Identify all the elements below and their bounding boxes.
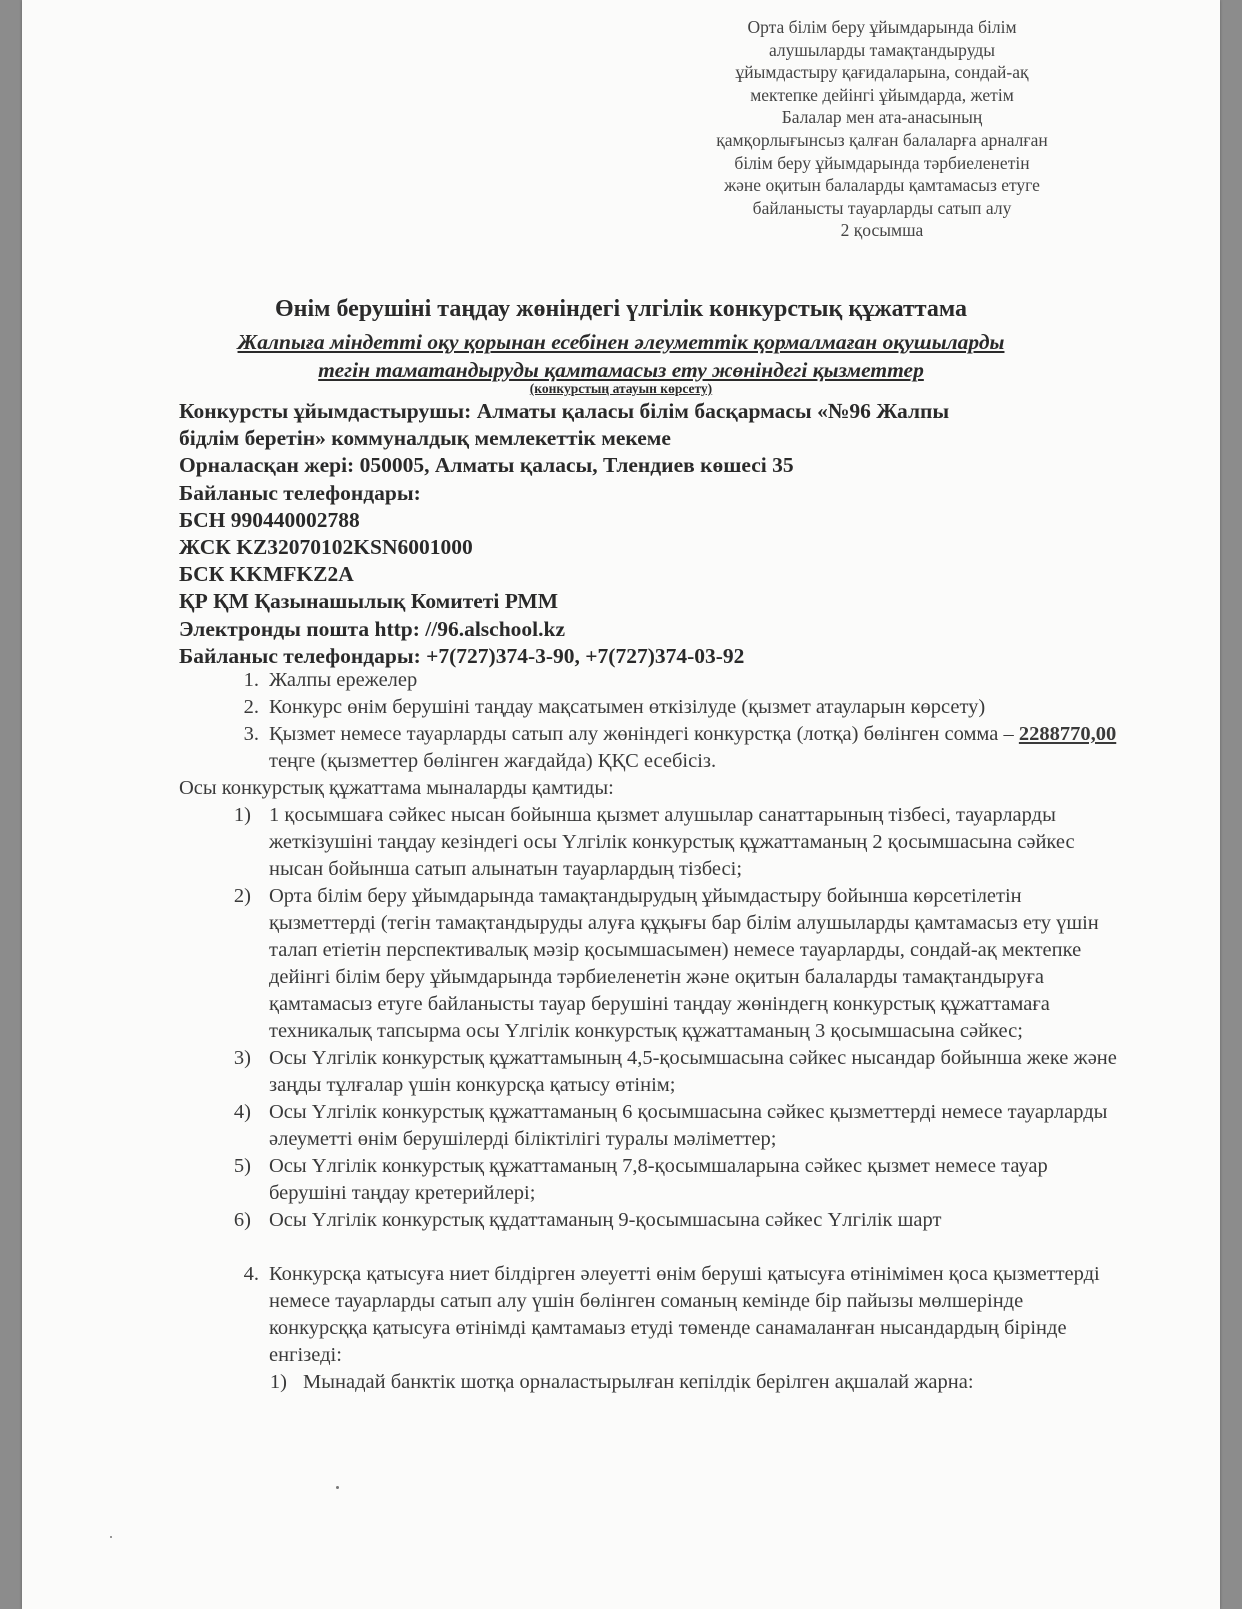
scan-speck <box>336 1486 339 1489</box>
list-number: 1) <box>269 1371 287 1393</box>
list-text: Мынадай банктік шотқа орналастырылған кепілдік берілген ақшалай жарна: <box>303 1371 974 1393</box>
info-line: БСК KKMFKZ2A <box>179 562 354 587</box>
list-text: Осы Үлгілік конкурстық құжаттаманың 7,8-қосымшаларына сәйкес қызмет немесе тауар берушіні таңдау кретерийлері; <box>269 1155 1048 1204</box>
header-note-line: Балалар мен ата-анасының <box>781 107 983 128</box>
list-number: 4) <box>233 1101 251 1123</box>
list-number: 2. <box>243 696 259 718</box>
info-line: БСН 990440002788 <box>179 507 360 532</box>
list-text-part: Қызмет немесе тауарларды сатып алу жөніндегі конкурстқа (лотқа) бөлінген сомма – <box>269 723 1014 745</box>
info-line: Орналасқан жері: 050005, Алматы қаласы, Тлендиев көшесі 35 <box>179 453 794 478</box>
list-number: 5) <box>233 1155 251 1177</box>
list-text <box>179 721 1119 775</box>
sub-list-item <box>179 1153 1119 1207</box>
list-text: Жалпы ережелер <box>269 669 418 691</box>
document-subtitle <box>22 328 1220 384</box>
info-line: ҚР ҚМ Қазынашылық Комитеті РММ <box>179 589 559 614</box>
header-note-line: байланысты тауарларды сатып алу <box>752 197 1012 218</box>
list-text: 1 қосымшаға сәйкес нысан бойынша қызмет алушылар санаттарының тізбесі, тауарларды жеткізушіні таңдау кезіндегі осы Үлгілік конкурстық құжаттаманың 2 қосымшасына сәйкес нысан бойынша сатып алынатын тауарлардың тізбесі; <box>269 804 1075 880</box>
header-note-line: және оқитын балаларды қамтамасыз етуге <box>724 175 1040 196</box>
subtitle-line: Жалпыға міндетті оқу қорынан есебінен әлеуметтік қормалмаған оқушыларды <box>237 330 1005 354</box>
list-text: Осы Үлгілік конкурстық құжаттамының 4,5-қосымшасына сәйкес нысандар бойынша жеке және заңды тұлғалар үшін конкурсқа қатысу өтінім; <box>269 1047 1117 1096</box>
sub-list-item <box>179 1369 1119 1396</box>
list-text: Конкурсқа қатысуға ниет білдірген әлеуетті өнім беруші қатысуға өтінімімен қоса қызметтерді немесе тауарларды сатып алу үшін бөлінген соманың кемінде бір пайызы мөлшерінде конкурсққа қатысуға өтінімді қамтамаыз етуді төменде санамаланған нысандардың бірінде енгізеді: <box>269 1263 1100 1366</box>
contents-intro: Осы конкурстық құжаттама мыналарды қамтиды: <box>179 777 614 799</box>
list-text: Осы Үлгілік конкурстық құжаттаманың 6 қосымшасына сәйкес қызметтерді немесе тауарларды әлеуметті өнім берушілерді біліктілігі туралы мәліметтер; <box>269 1101 1108 1150</box>
document-title: Өнім берушіні таңдау жөніндегі үлгілік конкурстық құжаттама <box>274 296 968 322</box>
main-list-item <box>179 667 1119 694</box>
header-note-line: білім беру ұйымдарында тәрбиеленетін <box>734 152 1030 173</box>
spacer <box>179 1234 1119 1261</box>
info-line: Конкурсты ұйымдастырушы: Алматы қаласы білім басқармасы «№96 Жалпы <box>179 399 950 423</box>
main-list-item <box>179 721 1119 775</box>
sub-list-item <box>179 1099 1119 1153</box>
main-list-item <box>179 694 1119 721</box>
list-number: 2) <box>233 885 251 907</box>
list-number: 1) <box>233 804 251 826</box>
sub-list-item <box>179 1207 1119 1234</box>
scan-speck <box>110 1536 112 1538</box>
info-line: Электронды пошта http: //96.alschool.kz <box>179 616 566 641</box>
header-note-line: ұйымдастыру қағидаларына, сондай-ақ <box>735 62 1029 83</box>
document-body <box>179 667 1119 1396</box>
list-text: Конкурс өнім берушіні таңдау мақсатымен өткізілуде (қызмет атауларын көрсету) <box>269 696 986 718</box>
header-note-line: мектепке дейінгі ұйымдарда, жетім <box>750 84 1014 105</box>
list-text-part: теңге (қызметтер бөлінген жағдайда) ҚҚС есебісіз. <box>269 750 717 772</box>
organizer-info <box>179 398 1079 670</box>
header-note-line: Орта білім беру ұйымдарында білім <box>747 17 1017 37</box>
sub-list-item <box>179 802 1119 883</box>
list-number: 1. <box>243 669 259 691</box>
info-line: Байланыс телефондары: +7(727)374-3-90, +7(727)374-03-92 <box>179 643 745 668</box>
header-note-line: алушыларды тамақтандыруды <box>768 39 996 60</box>
list-number: 4. <box>243 1263 259 1285</box>
list-text: Орта білім беру ұйымдарында тамақтандырудың ұйымдастыру бойынша көрсетілетін қызметтерді (тегін тамақтандыруды алуға құқығы бар білім алушыларды қамтамасыз ету үшін талап етіетін перспективалық мәзір қосымшасымен) немесе тауарларды, сондай-ақ мектепке дейінгі білім беру ұйымдарында тәрбиеленетін және оқитын балаларды тамақтандыруға қамтамасыз етуге байланысты тауар берушіні таңдау жөніндегң конкурстық құжаттамаға техникалық тапсырма осы Үлгілік конкурстық құжаттаманың 3 қосымшасына сәйкес; <box>269 885 1099 1042</box>
info-line: ЖСК KZ32070102KSN6001000 <box>179 535 473 560</box>
info-line: Байланыс телефондары: <box>179 480 421 505</box>
main-list-item <box>179 1261 1119 1369</box>
sub-list-item <box>179 1045 1119 1099</box>
budget-amount: 2288770,00 <box>1018 723 1117 745</box>
list-number: 3) <box>233 1047 251 1069</box>
document-page <box>22 0 1220 1609</box>
header-note-line: 2 қосымша <box>840 220 924 241</box>
header-note-line: қамқорлығынсыз қалған балаларға арналған <box>716 129 1048 150</box>
info-line: бідлім беретін» коммуналдық мемлекеттік мекеме <box>179 426 671 451</box>
sub-list-item <box>179 883 1119 1045</box>
appendix-header-note <box>662 16 1102 242</box>
subtitle-line: тегін таматандыруды қамтамасыз ету жөніндегі қызметтер <box>318 358 924 382</box>
list-number: 6) <box>233 1209 251 1231</box>
subtitle-caption: (конкурстың атауын көрсету) <box>529 381 713 396</box>
list-number: 3. <box>243 723 259 745</box>
list-text: Осы Үлгілік конкурстық құдаттаманың 9-қосымшасына сәйкес Үлгілік шарт <box>269 1209 942 1231</box>
